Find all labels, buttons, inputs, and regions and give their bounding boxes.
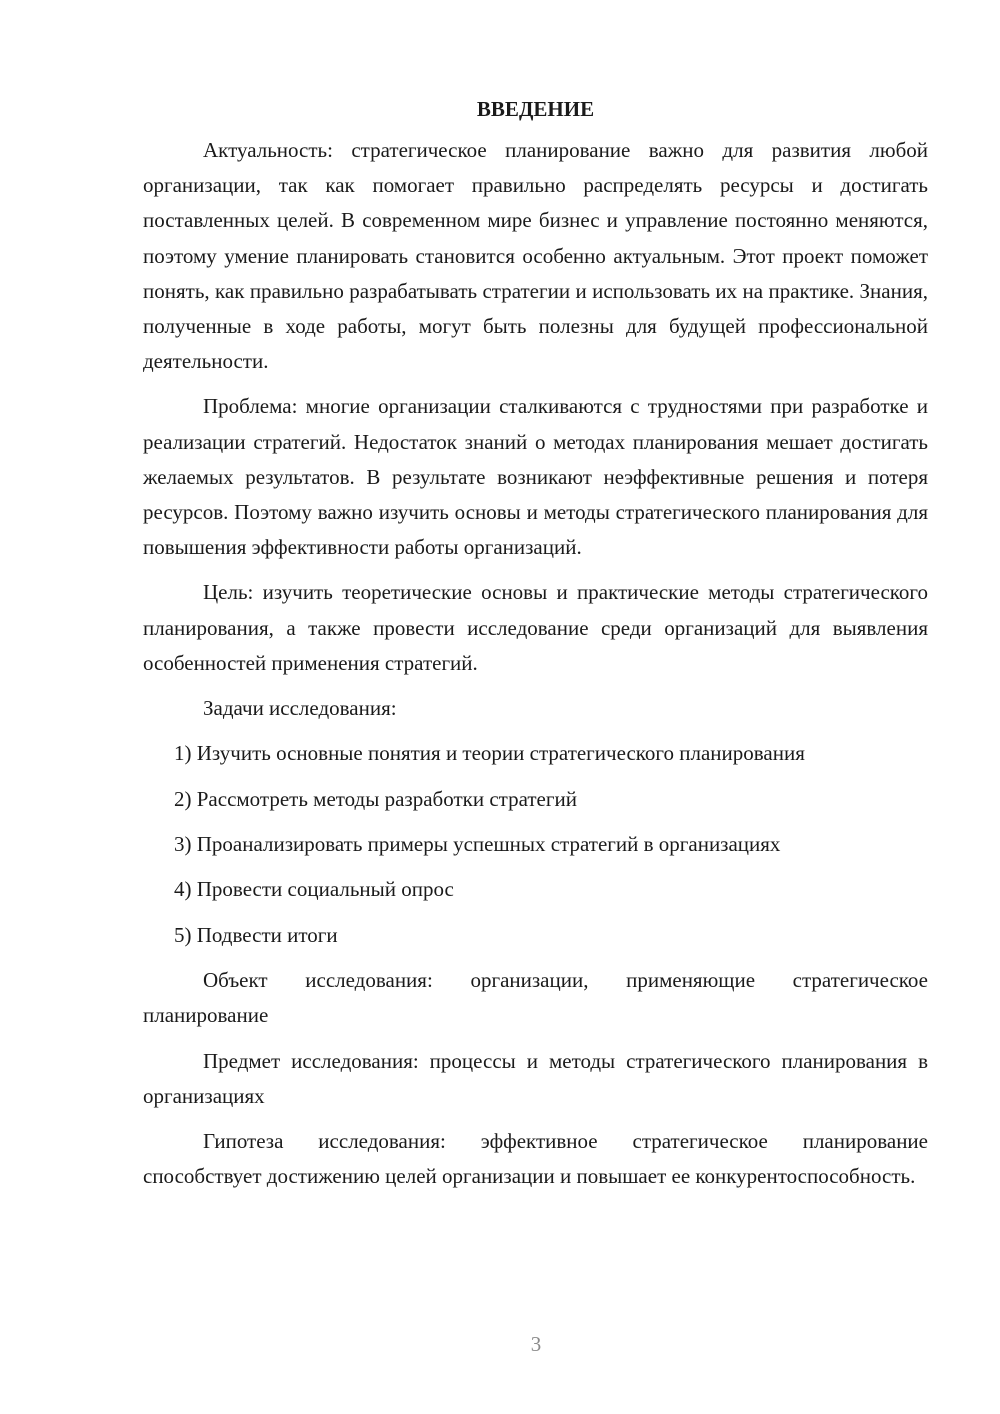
tasks-list xyxy=(143,736,928,953)
section-heading: ВВЕДЕНИЕ xyxy=(476,97,595,121)
list-item: 1) Изучить основные понятия и теории стратегического планирования xyxy=(174,741,805,766)
tasks-heading: Задачи исследования: xyxy=(203,696,397,721)
subject-paragraph: Предмет исследования: процессы и методы стратегического планирования в организациях xyxy=(143,1048,928,1108)
list-item: 2) Рассмотреть методы разработки стратегий xyxy=(174,786,577,811)
list-item: 4) Провести социальный опрос xyxy=(174,877,454,902)
goal-paragraph: Цель: изучить теоретические основы и практические методы стратегического планирования, а также провести исследование среди организаций для выявления особенностей применения стратегий. xyxy=(143,580,928,675)
document-page xyxy=(143,92,928,1204)
page-number: 3 xyxy=(530,1332,542,1356)
object-paragraph: Объект исследования: организации, применяющие стратегическое планирование xyxy=(143,968,928,1028)
problem-paragraph: Проблема: многие организации сталкиваются с трудностями при разработке и реализации стратегий. Недостаток знаний о методах планирования мешает достигать желаемых результатов. В результате возникают неэффективные решения и потеря ресурсов. Поэтому важно изучить основы и методы стратегического планирования для повышения эффективности работы организаций. xyxy=(143,394,928,560)
list-item: 3) Проанализировать примеры успешных стратегий в организациях xyxy=(174,832,781,857)
list-item: 5) Подвести итоги xyxy=(174,922,338,947)
relevance-paragraph: Актуальность: стратегическое планирование важно для развития любой организации, так как помогает правильно распределять ресурсы и достигать поставленных целей. В современном мире бизнес и управление постоянно меняются, поэтому умение планировать становится особенно актуальным. Этот проект поможет понять, как правильно разрабатывать стратегии и использовать их на практике. Знания, полученные в ходе работы, могут быть полезны для будущей профессиональной деятельности. xyxy=(143,138,928,374)
hypothesis-paragraph: Гипотеза исследования: эффективное стратегическое планирование способствует достижению целей организации и повышает ее конкурентоспособность. xyxy=(143,1129,928,1189)
